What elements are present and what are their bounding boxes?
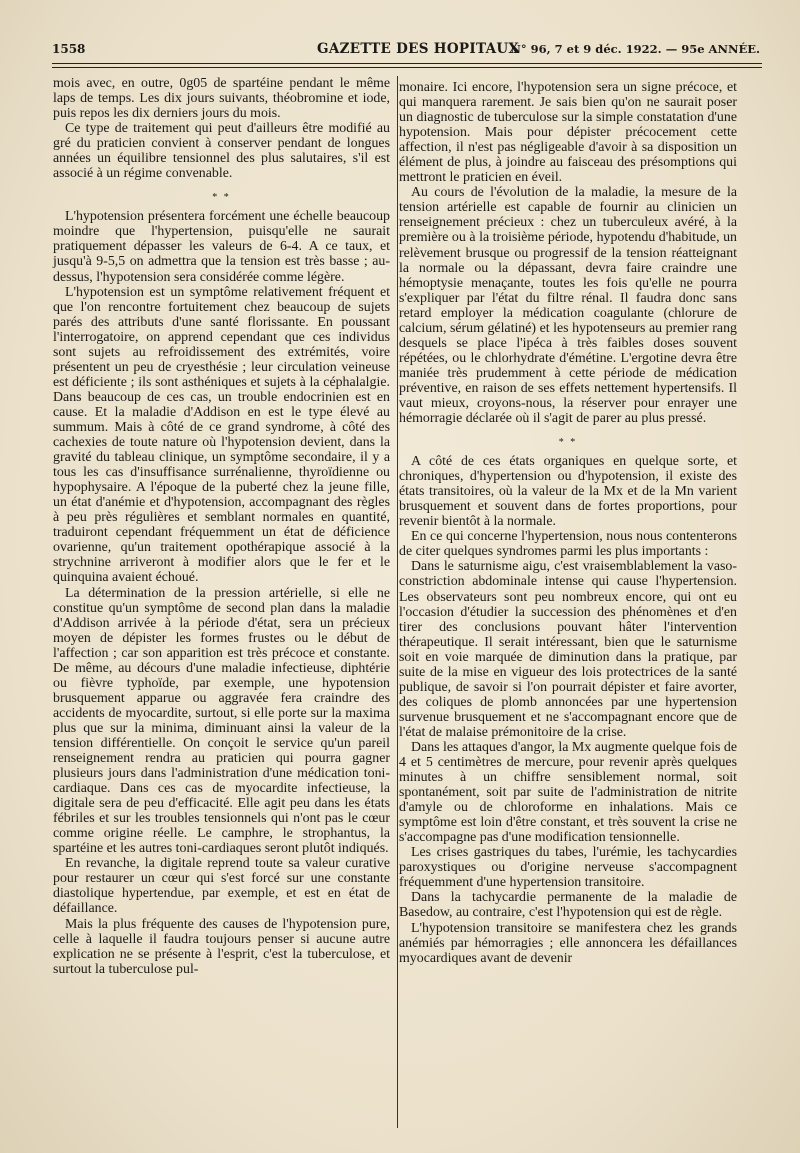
right-column xyxy=(399,80,737,966)
section-separator: * * xyxy=(212,192,231,204)
paragraph: Dans la tachycardie permanente de la maladie de Basedow, au contraire, c'est l'hypotension qui est de règle. xyxy=(399,890,737,921)
paragraph: Les crises gastriques du tabes, l'urémie, les tachycardies paroxystiques ou d'origine nerveuse s'accompagnent fréquemment d'une hypertension transitoire. xyxy=(399,845,737,891)
paragraph: L'hypotension est un symptôme relativement fréquent et que l'on rencontre fortuitement chez beaucoup de sujets parés des attributs d'une santé florissante. En poussant l'interrogatoire, on apprend cependant que ces individus sont sujets au refroidissement des extrémités, voire présentent un peu de cryesthésie ; leur circulation veineuse est déficiente ; ils sont asthéniques et sujets à la céphalalgie. Dans beaucoup de ces cas, un trouble endocrinien est en cause. Et la maladie d'Addison en est le type élevé au summum. Mais à côté de ce grand syndrome, à côté des cachexies de toute nature où l'hypotension devient, dans la gravité du tableau clinique, un symptôme secondaire, il y a tous les cas d'insuffisance surrénalienne, thyroïdienne ou hypophysaire. A l'époque de la puberté chez la jeune fille, un état d'anémie et d'hypotension, accompagnant des règles à peu près régulières et semblant normales en quantité, traduiront cependant fréquemment un état de déficience ovarienne, qu'un traitement opothérapique associé à la strychnine arriveront à modifier alors que le fer et le quinquina avaient échoué. xyxy=(53,284,390,586)
paragraph: Ce type de traitement qui peut d'ailleurs être modifié au gré du praticien convient à conserver pendant de longues années un équilibre tensionnel des plus salutaires, s'il est associé à un régime convenable. xyxy=(53,121,390,182)
paragraph: Dans le saturnisme aigu, c'est vraisemblablement la vaso-constriction abdominale intense qui cause l'hypertension. Les observateurs sont peu nombreux encore, qui ont eu l'occasion d'étudier la succession des phénomènes et d'en tirer des conclusions pouvant hâter l'intervention thérapeutique. Il serait intéressant, bien que le saturnisme soit en voie marquée de diminution dans la pratique, par suite de la mise en vigueur des lois protectrices de la santé publique, de savoir si l'on pourrait dépister et faire avorter, des coliques de plomb annoncées par une hypertension survenue brusquement et ne s'accompagnant encore que de l'état de malaise prémonitoire de la crise. xyxy=(399,559,737,740)
paragraph: mois avec, en outre, 0g05 de spartéine pendant le même laps de temps. Les dix jours suivants, théobromine et iode, puis repos les dix derniers jours du mois. xyxy=(53,76,390,122)
paragraph: L'hypotension transitoire se manifestera chez les grands anémiés par hémorragies ; elle annoncera les défaillances myocardiques avant de devenir xyxy=(399,920,737,966)
paragraph: Mais la plus fréquente des causes de l'hypotension pure, celle à laquelle il faudra toujours penser si aucune autre explication ne se présente à l'esprit, c'est la tuberculose, et surtout la tuberculose pul- xyxy=(53,916,390,977)
running-header xyxy=(52,38,760,62)
column-divider xyxy=(397,76,398,1128)
paragraph: Au cours de l'évolution de la maladie, la mesure de la tension artérielle est capable de fournir au clinicien un renseignement précieux : chez un tuberculeux avéré, à la première ou à la troisième période, hypotendu d'habitude, un relèvement brusque ou progressif de la tension réatteignant la normale ou la dépassant, devra faire craindre une hémoptysie menaçante, toutes les fois qu'elle ne pourra s'expliquer par l'état du filtre rénal. Il faudra donc sans retard employer la médication coagulante (chlorure de calcium, sérum gélatiné) et les hypotenseurs au premier rang desquels se place l'ipéca à très faibles doses souvent répétées, ou le chlorhydrate d'émétine. L'ergotine devra être maniée très prudemment à cette période de médication préventive, en raison de ses effets nettement hypertensifs. Il vaut mieux, croyons-nous, la réserver pour enrayer une hémorragie déclarée où il s'agit de parer au plus pressé. xyxy=(399,185,737,427)
section-separator: * * xyxy=(558,437,578,449)
paragraph: En ce qui concerne l'hypertension, nous nous contenterons de citer quelques syndromes parmi les plus importants : xyxy=(399,529,737,560)
paragraph: La détermination de la pression artérielle, si elle ne constitue qu'un symptôme de second plan dans la maladie d'Addison arrivée à la période d'état, sera un précieux moyen de dépister les formes frustes ou le début de l'affection ; car son apparition est très précoce et constante. De même, au décours d'une maladie infectieuse, diphtérie ou fièvre typhoïde, par exemple, une hypotension brusquement apparue ou aggravée fera craindre des accidents de myocardite, surtout, si elle porte sur la maxima plus que sur la minima, diminuant ainsi la valeur de la tension différentielle. On conçoit le service qu'un pareil renseignement rendra au praticien qui pourra gagner plusieurs jours dans l'administration d'une médication toni-cardiaque. Dans ces cas de myocardite infectieuse, la digitale sera de peu d'efficacité. Elle agit peu dans les états fébriles et sur les troubles tensionnels qui n'ont pas le cœur comme origine réelle. Le camphre, le strophantus, la spartéine et les autres toni-cardiaques seront plutôt indiqués. xyxy=(53,585,390,857)
paragraph: A côté de ces états organiques en quelque sorte, et chroniques, d'hypertension ou d'hypotension, il existe des états transitoires, où la valeur de la Mx et de la Mn varient brusquement et souvent dans de fortes proportions, pour revenir bientôt à la normale. xyxy=(399,454,737,530)
issue-info: N° 96, 7 et 9 déc. 1922. — 95e ANNÉE. xyxy=(510,42,760,56)
paragraph: L'hypotension présentera forcément une échelle beaucoup moindre que l'hypertension, puisqu'elle ne saurait pratiquement dépasser les valeurs de 6-4. A ce taux, et jusqu'à 9-5,5 on admettra que la tension est très basse ; au-dessus, l'hypotension sera considérée comme légère. xyxy=(53,209,390,285)
page-number: 1558 xyxy=(52,42,86,56)
journal-title: GAZETTE DES HOPITAUX xyxy=(317,41,520,57)
header-rule-top xyxy=(52,63,762,64)
header-rule-bottom xyxy=(52,67,762,68)
paragraph: Dans les attaques d'angor, la Mx augmente quelque fois de 4 et 5 centimètres de mercure, pour revenir après quelques minutes à un chiffre sensiblement normal, soit spontanément, soit par suite de l'administration de nitrite d'amyle ou de chloroforme en inhalations. Mais ce symptôme est loin d'être constant, et très souvent la crise ne s'accompagne pas d'une modification tensionnelle. xyxy=(399,739,737,846)
paragraph: En revanche, la digitale reprend toute sa valeur curative pour restaurer un cœur qui s'est forcé sur une constante diastolique hypertendue, par exemple, et est en état de défaillance. xyxy=(53,856,390,917)
paragraph: monaire. Ici encore, l'hypotension sera un signe précoce, et qui manquera rarement. Je sais bien qu'on ne saurait poser un diagnostic de tuberculose sur la simple constatation d'une hypotension. Mais pour dépister précocement cette affection, il n'est pas négligeable d'avoir à sa disposition un élément de plus, à joindre au faisceau des présomptions qui mettront le praticien en éveil. xyxy=(399,80,737,186)
left-column xyxy=(53,76,390,977)
